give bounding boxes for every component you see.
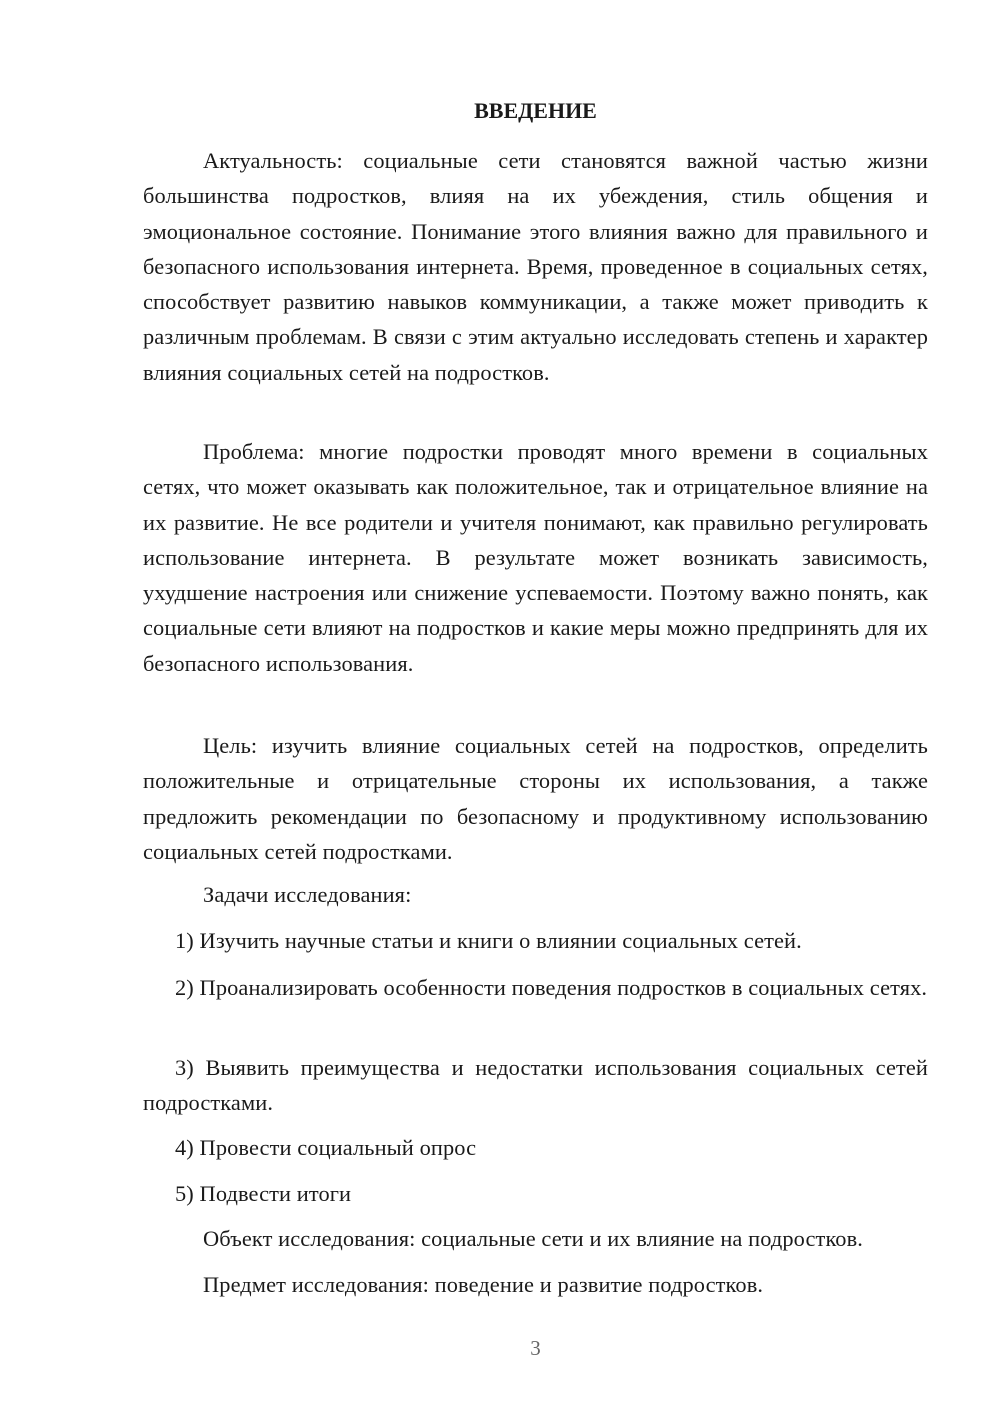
task-item: 1) Изучить научные статьи и книги о влиянии социальных сетей. <box>175 928 802 953</box>
paragraph-object: Объект исследования: социальные сети и их влияние на подростков. <box>203 1226 863 1251</box>
document-page <box>143 0 928 1414</box>
paragraph-goal: Цель: изучить влияние социальных сетей на подростков, определить положительные и отрицательные стороны их использования, а также предложить рекомендации по безопасному и продуктивному использованию социальных сетей подростками. <box>143 733 928 864</box>
section-title: ВВЕДЕНИЕ <box>474 98 597 123</box>
task-item: 5) Подвести итоги <box>175 1181 352 1206</box>
task-item: 3) Выявить преимущества и недостатки использования социальных сетей подростками. <box>143 1055 928 1116</box>
task-item: 2) Проанализировать особенности поведения подростков в социальных сетях. <box>175 975 928 1000</box>
page-number: 3 <box>530 1336 541 1360</box>
paragraph-relevance: Актуальность: социальные сети становятся важной частью жизни большинства подростков, влияя на их убеждения, стиль общения и эмоциональное состояние. Понимание этого влияния важно для правильного и безопасного использования интернета. Время, проведенное в социальных сетях, способствует развитию навыков коммуникации, а также может приводить к различным проблемам. В связи с этим актуально исследовать степень и характер влияния социальных сетей на подростков. <box>143 148 928 385</box>
task-item: 4) Провести социальный опрос <box>175 1135 477 1160</box>
tasks-heading: Задачи исследования: <box>203 882 412 907</box>
paragraph-problem: Проблема: многие подростки проводят много времени в социальных сетях, что может оказывать как положительное, так и отрицательное влияние на их развитие. Не все родители и учителя понимают, как правильно регулировать использование интернета. В результате может возникать зависимость, ухудшение настроения или снижение успеваемости. Поэтому важно понять, как социальные сети влияют на подростков и какие меры можно предпринять для их безопасного использования. <box>143 439 928 676</box>
paragraph-subject: Предмет исследования: поведение и развитие подростков. <box>203 1272 764 1297</box>
